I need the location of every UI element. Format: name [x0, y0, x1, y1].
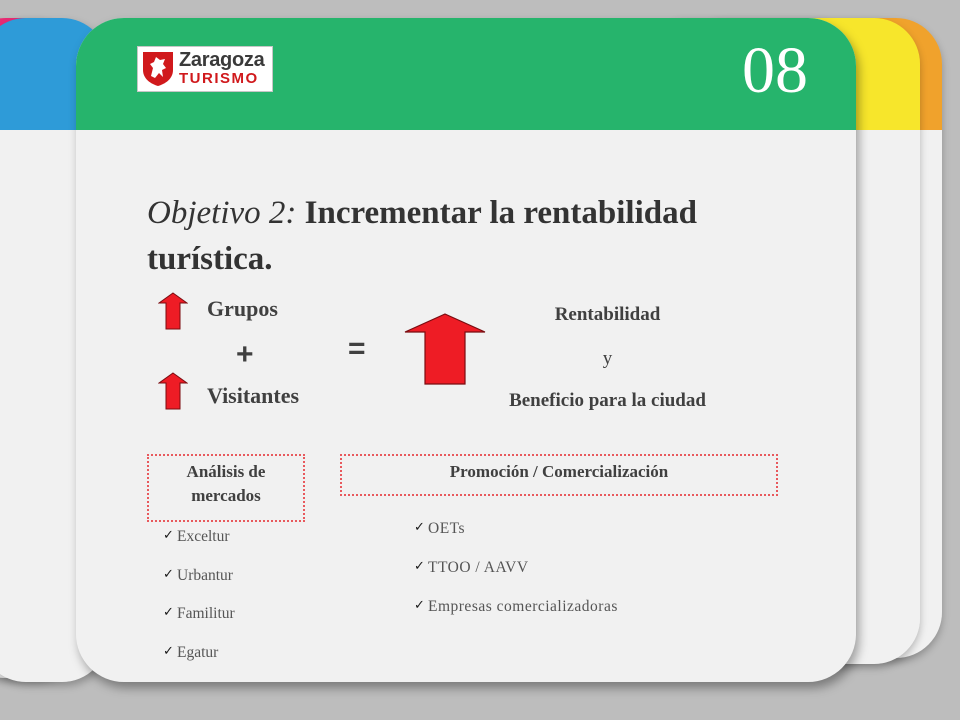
list-item-label: Urbantur: [177, 566, 233, 584]
logo-text-zaragoza: Zaragoza: [179, 49, 265, 71]
equals-sign: =: [348, 332, 366, 365]
analisis-list: [163, 528, 235, 682]
check-icon: ✓: [414, 520, 426, 535]
title-main: Incrementar la rentabilidad turística.: [147, 195, 697, 277]
promocion-list: [414, 520, 618, 637]
check-icon: ✓: [163, 605, 174, 620]
logo-text-turismo: TURISMO: [179, 70, 259, 87]
list-item-label: Exceltur: [177, 528, 230, 545]
list-item: [163, 528, 235, 567]
list-item-label: Egatur: [177, 643, 219, 661]
title-prefix: Objetivo 2:: [147, 195, 297, 231]
lion-shield-icon: [141, 50, 175, 87]
analisis-label-line2: mercados: [191, 486, 261, 505]
visitantes-label: Visitantes: [207, 383, 300, 408]
slide-title: [147, 190, 767, 282]
check-icon: ✓: [414, 559, 426, 574]
promocion-label: Promoción / Comercialización: [449, 462, 669, 481]
check-icon: ✓: [163, 566, 174, 582]
grupos-label: Grupos: [207, 296, 278, 321]
list-item: [163, 567, 235, 606]
list-item-label: OETs: [428, 520, 466, 537]
list-item: [163, 605, 235, 644]
analisis-label-line1: Análisis de: [186, 462, 266, 481]
list-item: [163, 644, 235, 683]
result-beneficio: Beneficio para la ciudad: [509, 390, 706, 411]
up-arrow-icon: [158, 372, 188, 410]
check-icon: ✓: [163, 528, 174, 543]
result-rentabilidad: Rentabilidad: [554, 304, 661, 325]
up-arrow-icon: [158, 292, 188, 330]
zaragoza-turismo-logo: [137, 46, 273, 92]
plus-sign: +: [236, 338, 254, 371]
list-item-label: TTOO / AAVV: [428, 559, 529, 576]
slide-number: 08: [742, 34, 808, 107]
up-arrow-icon: [404, 313, 486, 385]
list-item: [414, 520, 618, 559]
list-item-label: Empresas comercializadoras: [428, 598, 618, 615]
analisis-label: [147, 460, 305, 508]
result-conjunction: y: [602, 348, 613, 369]
check-icon: ✓: [414, 598, 426, 613]
check-icon: ✓: [163, 643, 174, 659]
list-item-label: Familitur: [177, 605, 235, 622]
list-item: [414, 559, 618, 598]
list-item: [414, 598, 618, 637]
